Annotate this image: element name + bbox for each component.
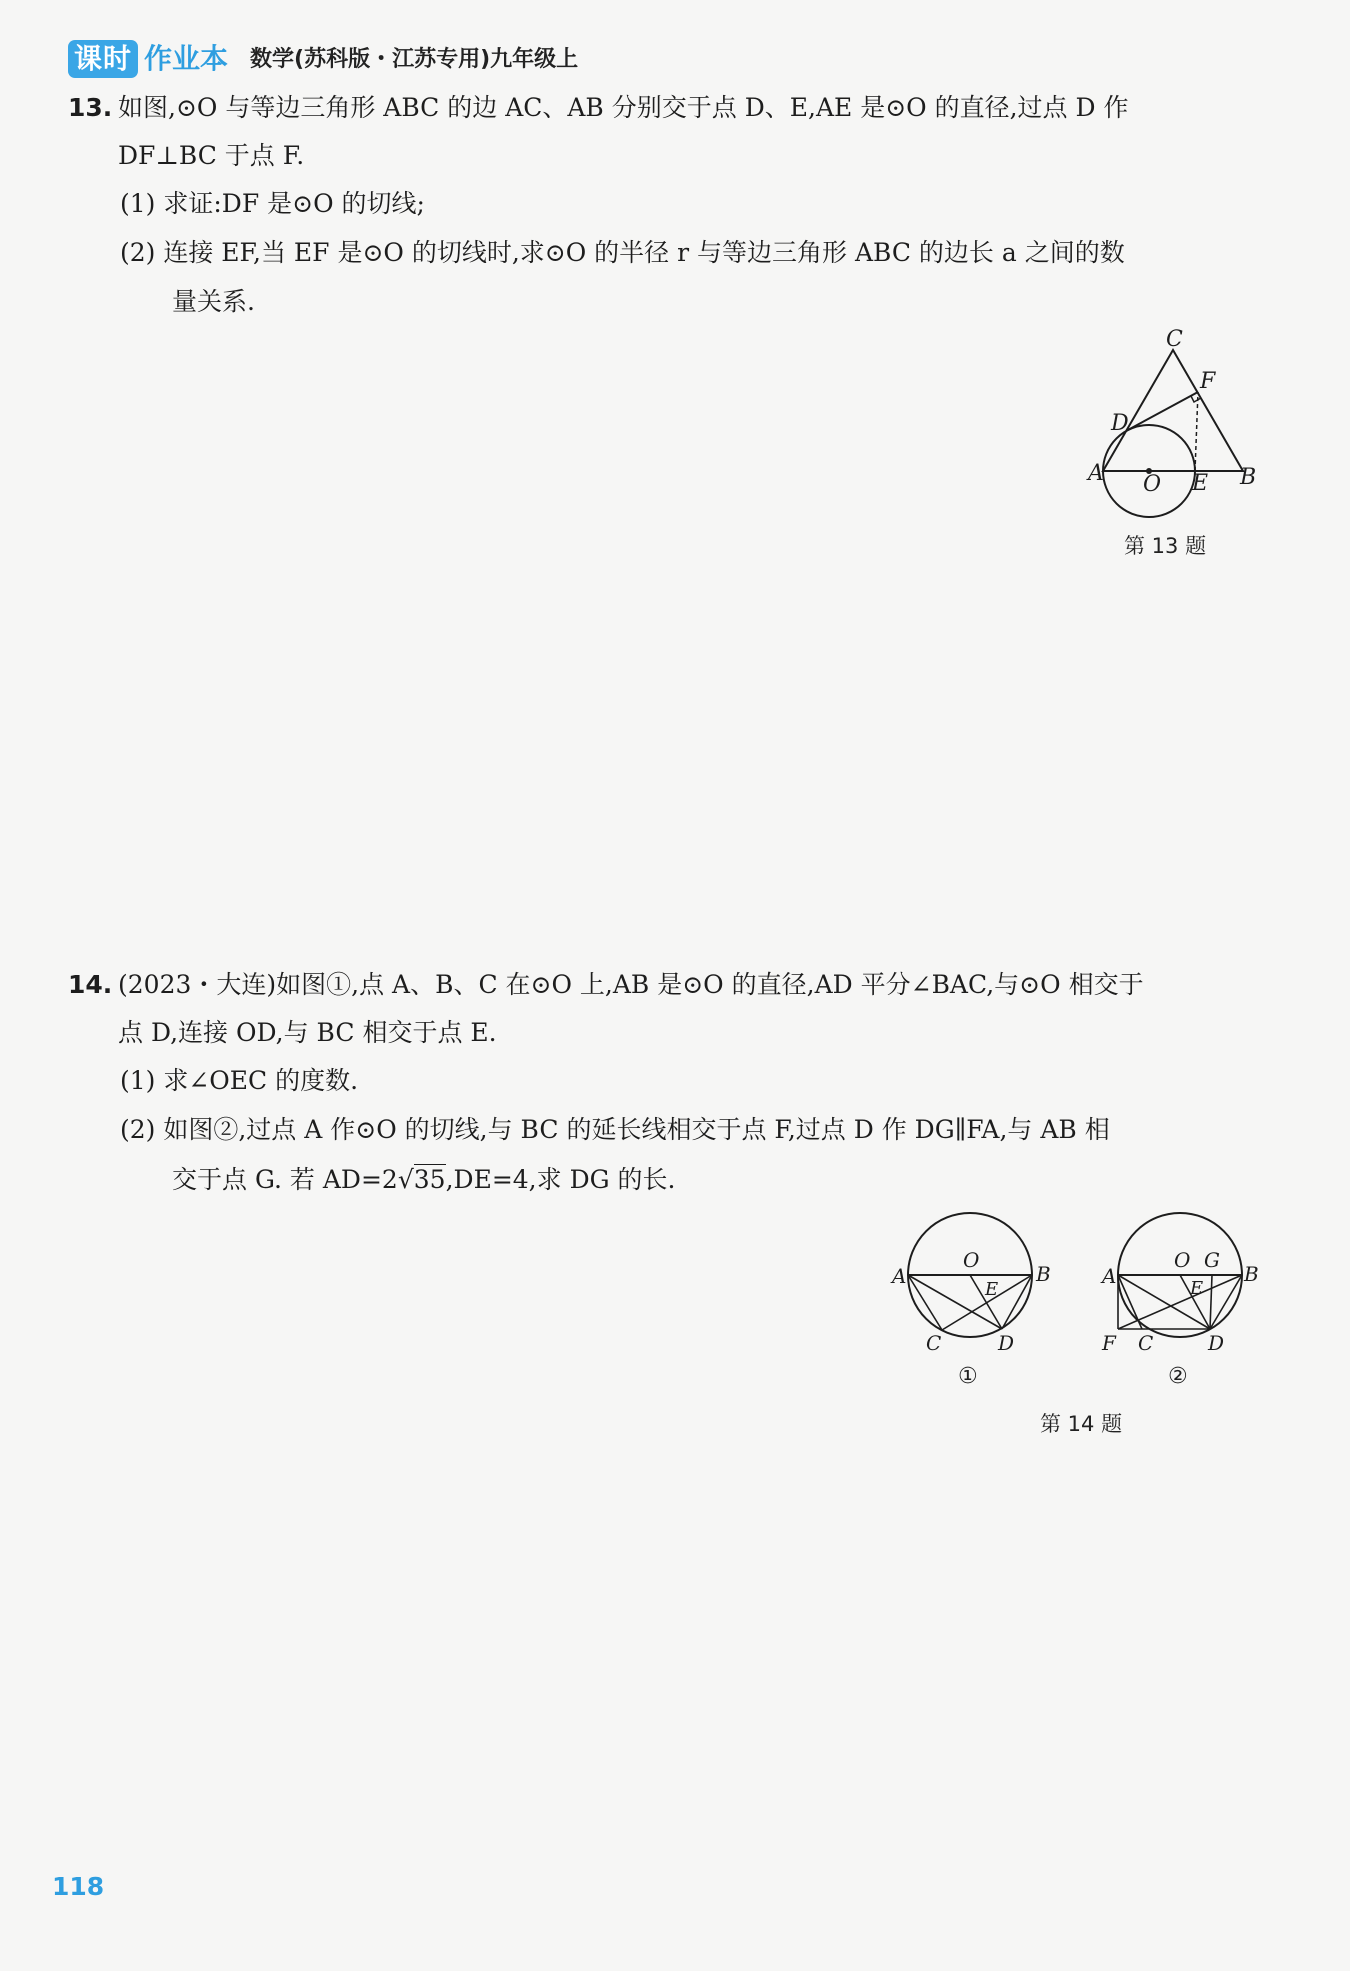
segment-bf-2 [1118,1275,1242,1329]
fig1-label-o: O [963,1248,980,1272]
page-header [68,38,578,78]
q14-part-2-text-a: 交于点 G. 若 AD=2 [172,1165,398,1194]
fig1-label-e: E [985,1279,999,1300]
segment-ac-1 [908,1275,942,1330]
q13-caption: 第 13 题 [1124,534,1207,558]
q14-fig2-tag: ② [1168,1364,1188,1389]
q14-caption: 第 14 题 [1040,1412,1123,1436]
page-number: 118 [52,1872,105,1901]
sqrt-sign: √ [397,1165,414,1194]
logo-text: 作业本 [144,42,229,75]
q13-text-1: 如图,⊙O 与等边三角形 ABC 的边 AC、AB 分别交于点 D、E,AE 是⊙O 的直径,过点 D 作 [118,93,1129,122]
fig2-label-a: A [1102,1264,1117,1288]
label-a: A [1088,461,1104,486]
q14-part-2-line-1: (2) 如图②,过点 A 作⊙O 的切线,与 BC 的延长线相交于点 F,过点 D 作 DG∥FA,与 AB 相 [120,1115,1110,1144]
q14-part-2-text-b: ,DE=4,求 DG 的长. [445,1165,676,1194]
fig1-label-c: C [926,1331,942,1355]
q14-fig1-tag: ① [958,1364,978,1389]
label-o: O [1143,472,1162,497]
q14-figure-2 [1098,1205,1268,1365]
fig2-label-o: O [1174,1248,1191,1272]
q14-number: 14. [68,970,113,999]
sqrt-radicand: 35 [413,1165,446,1194]
q13-line-2: DF⊥BC 于点 F. [118,141,305,170]
q13-number: 13. [68,93,113,122]
fig2-label-f: F [1102,1331,1116,1355]
logo-box-text: 课时 [68,40,138,78]
segment-bd-2 [1210,1275,1242,1329]
fig2-label-c: C [1138,1331,1154,1355]
q13-part-2-line-1: (2) 连接 EF,当 EF 是⊙O 的切线时,求⊙O 的半径 r 与等边三角形 ABC 的边长 a 之间的数 [120,238,1125,267]
fig1-label-d: D [998,1331,1015,1355]
q14-text-1: (2023・大连)如图①,点 A、B、C 在⊙O 上,AB 是⊙O 的直径,AD 平分∠BAC,与⊙O 相交于 [118,970,1144,999]
q14-line-1 [68,965,1144,1001]
q14-line-2: 点 D,连接 OD,与 BC 相交于点 E. [118,1018,497,1047]
fig2-label-e: E [1190,1278,1204,1299]
q13-part-2-line-2: 量关系. [172,287,255,316]
q13-part-1: (1) 求证:DF 是⊙O 的切线; [120,189,425,218]
label-e: E [1192,471,1209,496]
q14-figure-1 [890,1205,1060,1365]
q14-part-2-line-2 [172,1160,675,1196]
segment-bd-1 [1002,1275,1032,1329]
label-f: F [1200,369,1216,394]
q13-line-1 [68,88,1128,124]
label-c: C [1166,327,1183,352]
fig1-label-b: B [1036,1262,1051,1286]
label-b: B [1240,465,1257,490]
label-d: D [1111,411,1129,436]
fig2-label-b: B [1244,1262,1259,1286]
header-subtitle: 数学(苏科版・江苏专用)九年级上 [250,47,579,72]
book-logo [68,40,228,78]
segment-ef [1195,392,1198,471]
segment-dg-2 [1210,1275,1212,1329]
fig1-label-a: A [892,1264,907,1288]
fig2-label-d: D [1208,1331,1225,1355]
fig2-label-g: G [1204,1248,1220,1272]
q14-part-1: (1) 求∠OEC 的度数. [120,1066,359,1095]
q13-figure [1080,320,1280,530]
